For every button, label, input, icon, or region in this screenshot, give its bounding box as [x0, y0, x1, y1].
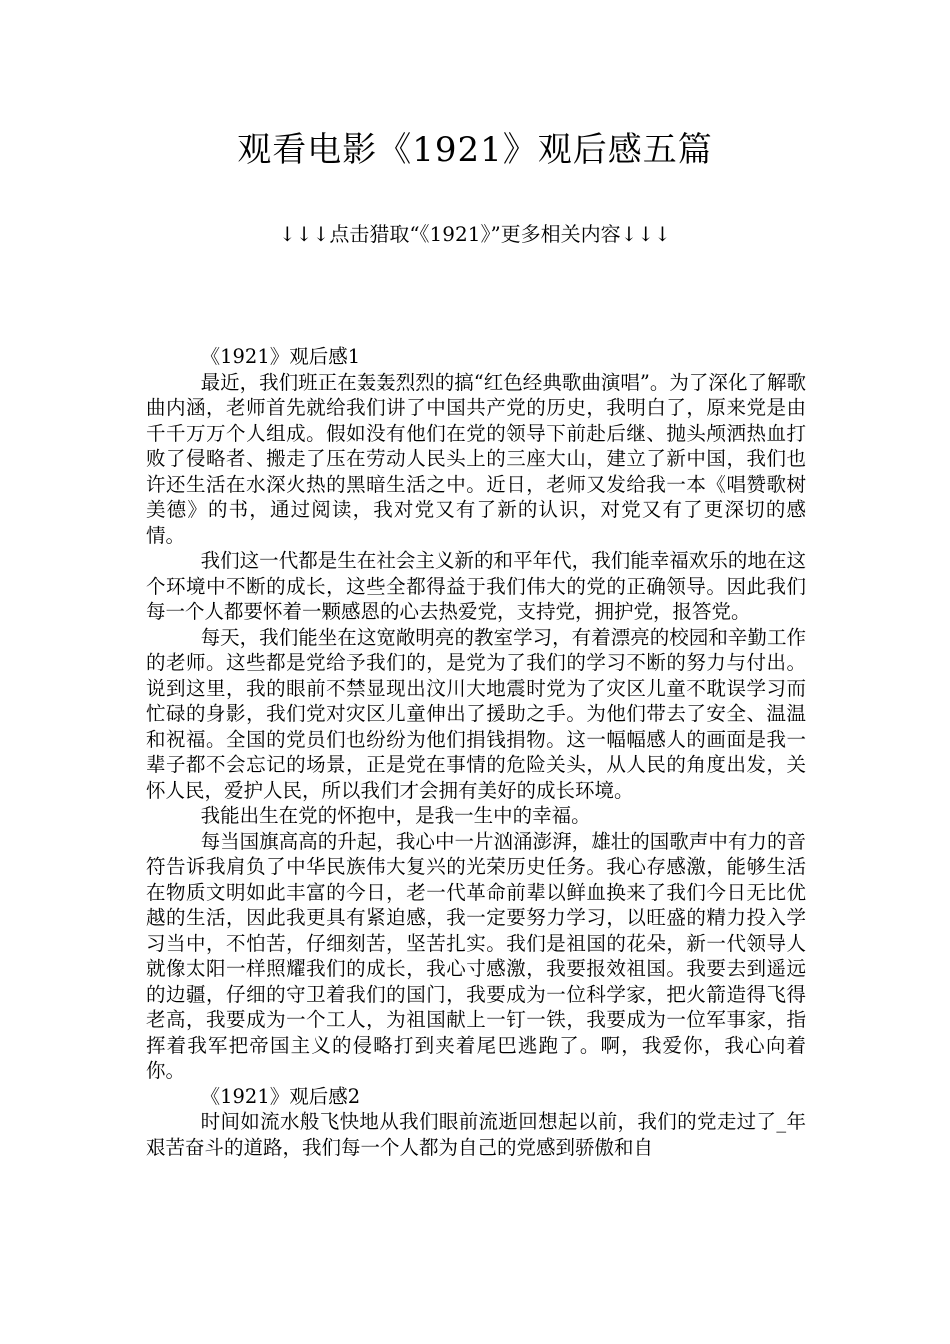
page-title: 观看电影《1921》观后感五篇 — [237, 130, 713, 170]
paragraph: 最近，我们班正在轰轰烈烈的搞“红色经典歌曲演唱”。为了深化了解歌曲内涵，老师首先就给我们讲了中国共产党的历史，我明白了，原来党是由千千万万个人组成。假如没有他们在党的领导下前赴后继、抛头颅洒热血打败了侵略者、搬走了压在劳动人民头上的三座大山，建立了新中国，我们也许还生活在水深火热的黑暗生活之中。近日，老师又发给我一本《唱赞歌树美德》的书，通过阅读，我对党又有了新的认识，对党又有了更深切的感情。 — [146, 370, 806, 547]
paragraph: 我能出生在党的怀抱中，是我一生中的幸福。 — [200, 804, 591, 827]
article-body — [146, 344, 806, 1160]
paragraph: 我们这一代都是生在社会主义新的和平年代，我们能幸福欢乐的地在这个环境中不断的成长，这些全都得益于我们伟大的党的正确领导。因此我们每一个人都要怀着一颗感恩的心去热爱党，支持党，拥护党，报答党。 — [146, 549, 806, 623]
section-heading-1: 《1921》观后感1 — [200, 345, 361, 368]
section-heading-2: 《1921》观后感2 — [200, 1084, 361, 1108]
paragraph: 每当国旗高高的升起，我心中一片汹涌澎湃，雄壮的国歌声中有力的音符告诉我肩负了中华民族伟大复兴的光荣历史任务。我心存感激，能够生活在物质文明如此丰富的今日，老一代革命前辈以鲜血换来了我们今日无比优越的生活，因此我更具有紧迫感，我一定要努力学习，以旺盛的精力投入学习当中，不怕苦，仔细刻苦，坚苦扎实。我们是祖国的花朵，新一代领导人就像太阳一样照耀我们的成长，我心寸感激，我要报效祖国。我要去到遥远的边疆，仔细的守卫着我们的国门，我要成为一位科学家，把火箭造得飞得老高，我要成为一个工人，为祖国献上一钉一铁，我要成为一位军事家，指挥着我军把帝国主义的侵略打到夹着尾巴逃跑了。啊，我爱你，我心向着你。 — [146, 829, 806, 1082]
paragraph: 时间如流水般飞快地从我们眼前流逝回想起以前，我们的党走过了_年艰苦奋斗的道路，我们每一个人都为自己的党感到骄傲和自 — [146, 1110, 806, 1159]
related-content-link[interactable]: ↓↓↓点击猎取“《1921》”更多相关内容↓↓↓ — [279, 222, 671, 246]
paragraph: 每天，我们能坐在这宽敞明亮的教室学习，有着漂亮的校园和辛勤工作的老师。这些都是党给予我们的，是党为了我们的学习不断的努力与付出。说到这里，我的眼前不禁显现出汶川大地震时党为了灾区儿童不耽误学习而忙碌的身影，我们党对灾区儿童伸出了援助之手。为他们带去了安全、温温和祝福。全国的党员们也纷纷为他们捐钱捐物。这一幅幅感人的画面是我一辈子都不会忘记的场景，正是党在事情的危险关头，从人民的角度出发，关怀人民，爱护人民，所以我们才会拥有美好的成长环境。 — [146, 625, 806, 802]
